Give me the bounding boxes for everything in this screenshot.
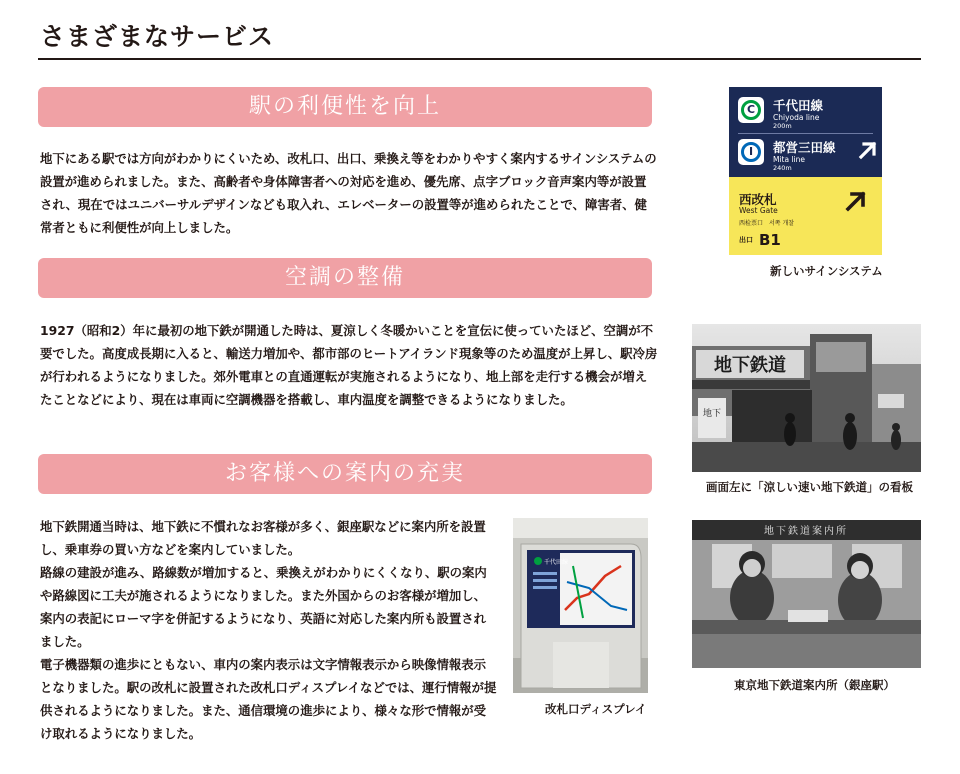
west-gate-name-multilingual: 西检票口 서쪽 개찰 [739,220,795,227]
west-gate-name-en: West Gate [739,206,778,215]
section-body-convenience: 地下にある駅では方向がわかりにくいため、改札口、出口、乗換え等をわかりやすく案内するサインシステムの設置が進められました。また、高齢者や身体障害者への対応を進め、優先席、点字ブロック音声案内等が設置され、現在ではユニバーサルデザインなども取入れ、エレベーターの設置等が進められたことで、障害者、健常者ともに利便性が向上しました。 [40,151,657,235]
svg-text:地下鉄道案内所: 地下鉄道案内所 [764,526,848,537]
ticket-gate-display-photo [513,518,648,693]
section-heading-air-conditioning: 空調の整備 [38,258,652,298]
chiyoda-line-letter: C [741,100,761,120]
svg-text:千代田線: 千代田線 [544,559,569,566]
section-body-guidance: 地下鉄開通当時は、地下鉄に不慣れなお客様が多く、銀座駅などに案内所を設置し、乗車券の買い方などを案内していました。 路線の建設が進み、路線数が増加すると、乗換えがわかりにくくなり、駅の案内や路線図に工夫が施されるようになりました。また外国からのお客様が増加し、案内の表記にローマ字を併記するようになり、英語に対応した案内所も設置されました。 電子機器類の進歩にともない、車内の案内表示は文字情報表示から映像情報表示となりました。駅の改札に設置された改札口ディスプレイなどでは、運行情報が提供されるようになりました。また、通信環境の進歩により、様々な形で情報が受け取れるようになりました。 [40,519,497,741]
old-station-photo [692,324,921,472]
sign-system-illustration [729,87,882,255]
exit-label: 出口 [739,236,753,244]
chiyoda-line-distance: 200m [773,122,792,130]
mita-line-letter: I [741,142,761,162]
page-title: さまざまなサービス [40,22,275,51]
title-rule [38,58,921,60]
information-desk-caption: 東京地下鉄道案内所（銀座駅） [734,678,895,692]
arrow-up-right-icon [858,140,878,160]
svg-text:地下: 地下 [702,409,722,419]
exit-number: B1 [759,231,781,249]
west-gate-name: 西改札 [739,192,777,207]
ticket-gate-display-caption: 改札口ディスプレイ [545,702,647,716]
section-heading-convenience: 駅の利便性を向上 [38,87,652,127]
chiyoda-line-name: 千代田線 [773,98,824,113]
mita-line-badge [738,139,764,165]
arrow-up-right-icon [845,190,867,212]
chiyoda-line-badge [738,97,764,123]
old-station-caption: 画面左に「涼しい速い地下鉄道」の看板 [706,480,913,494]
sign-divider [738,133,873,134]
svg-text:地下鉄道: 地下鉄道 [714,355,786,376]
sign-caption: 新しいサインシステム [770,264,883,278]
information-desk-photo [692,520,921,668]
mita-line-name: 都営三田線 [773,140,836,155]
section-heading-guidance: お客様への案内の充実 [38,454,652,494]
mita-line-name-en: Mita line [773,155,806,164]
chiyoda-line-name-en: Chiyoda line [773,113,820,122]
mita-line-distance: 240m [773,164,792,172]
section-body-air-conditioning: 1927（昭和2）年に最初の地下鉄が開通した時は、夏涼しく冬暖かいことを宣伝に使っていたほど、空調が不要でした。高度成長期に入ると、輸送力増加や、都市部のヒートアイランド現象等のため温度が上昇し、駅冷房が行われるようになりました。郊外電車との直通運転が実施されるようになり、地上部を走行する機会が増えたことなどにより、現在は車両に空調機器を搭載し、車内温度を調整できるようになりました。 [40,323,658,407]
